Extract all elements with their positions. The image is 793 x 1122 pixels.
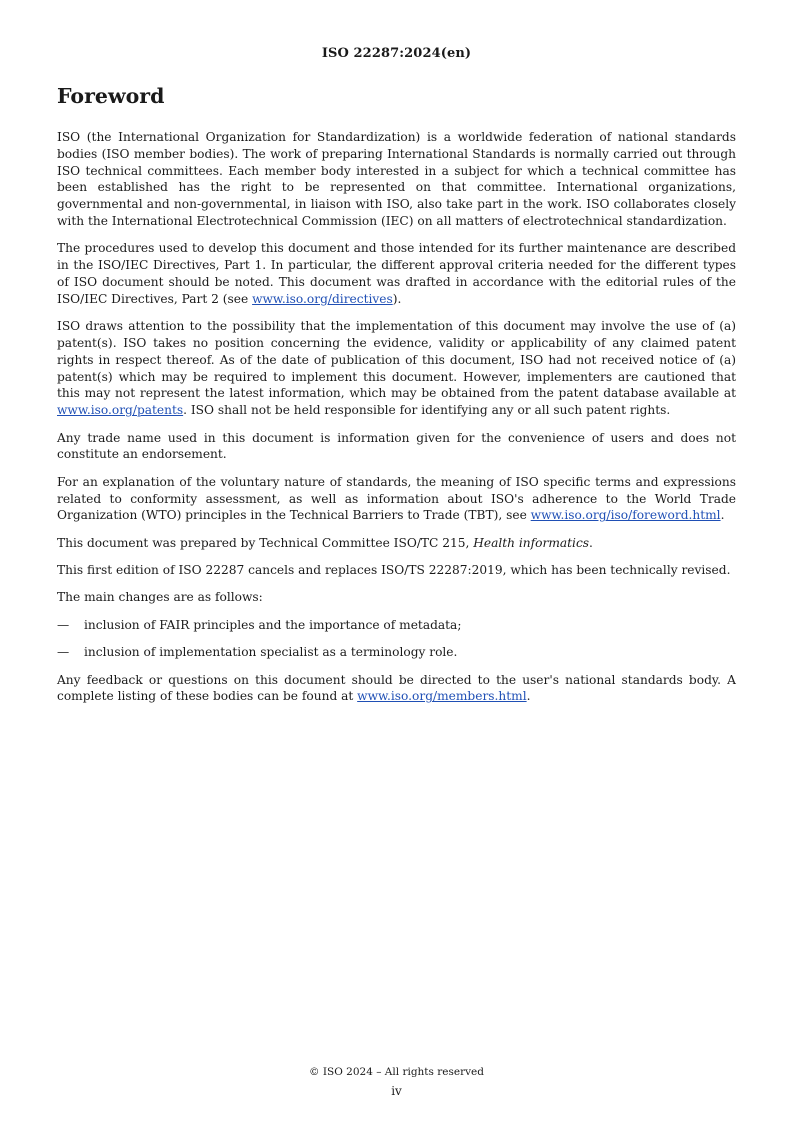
paragraph-committee-end: . — [589, 535, 593, 550]
paragraph-voluntary-nature — [57, 474, 736, 524]
paragraph-voluntary-text: For an explanation of the voluntary nature of standards, the meaning of ISO specific terms and expressions related to conformity assessment, as well as information about ISO's adherence to the World Trade Organization (WTO) principles in the Technical Barriers to Trade (TBT), see — [57, 474, 736, 523]
paragraph-voluntary-end: . — [720, 508, 725, 523]
paragraph-feedback — [57, 672, 736, 706]
page-title: Foreword — [57, 84, 165, 108]
list-item-text: inclusion of FAIR principles and the importance of metadata; — [84, 617, 462, 632]
dash-bullet: — — [57, 617, 70, 632]
list-item — [57, 644, 736, 661]
paragraph-committee-text: This document was prepared by Technical Committee ISO/TC 215, — [57, 535, 474, 550]
patents-link[interactable]: www.iso.org/patents — [57, 403, 184, 418]
foreword-link[interactable]: www.iso.org/iso/foreword.html — [530, 508, 721, 523]
members-link[interactable]: www.iso.org/members.html — [357, 689, 527, 704]
paragraph-iso-intro: ISO (the International Organization for Standardization) is a worldwide federation of national standards bodies (ISO member bodies). The work of preparing International Standards is normally carried out through ISO technical committees. Each member body interested in a subject for which a technical committee has been established has the right to be represented on that committee. International organizations, governmental and non-governmental, in liaison with ISO, also take part in the work. ISO collaborates closely with the International Electrotechnical Commission (IEC) on all matters of electrotechnical standardization. — [57, 130, 736, 228]
copyright-notice: © ISO 2024 – All rights reserved — [309, 1066, 484, 1078]
paragraph-trade-name: Any trade name used in this document is information given for the convenience of users and does not constitute an endorsement. — [57, 430, 736, 462]
directives-link[interactable]: www.iso.org/directives — [252, 291, 393, 306]
paragraph-patents-text: ISO draws attention to the possibility that the implementation of this document may involve the use of (a) patent(s). ISO takes no position concerning the evidence, validity or applicability of any claimed patent rights in respect thereof. As of the date of publication of this document, ISO had not received notice of (a) patent(s) which may be required to implement this document. However, implementers are cautioned that this may not represent the latest information, which may be obtained from the patent database available at — [57, 319, 736, 401]
foreword-body — [57, 129, 736, 716]
page-number: iv — [391, 1084, 402, 1098]
paragraph-edition: This first edition of ISO 22287 cancels and replaces ISO/TS 22287:2019, which has been technically revised. — [57, 563, 731, 578]
dash-bullet: — — [57, 645, 70, 660]
document-id-header: ISO 22287:2024(en) — [321, 46, 472, 61]
paragraph-committee — [57, 535, 736, 552]
paragraph-patents — [57, 318, 736, 419]
paragraph-feedback-text: Any feedback or questions on this document should be directed to the user's national standards body. A complete listing of these bodies can be found at — [57, 672, 736, 704]
paragraph-procedures-end: ). — [392, 291, 402, 306]
list-item — [57, 617, 736, 634]
paragraph-procedures — [57, 240, 736, 307]
paragraph-patents-end: . ISO shall not be held responsible for identifying any or all such patent rights. — [183, 403, 671, 418]
paragraph-procedures-text: The procedures used to develop this document and those intended for its further maintenance are described in the ISO/IEC Directives, Part 1. In particular, the different approval criteria needed for the different types of ISO document should be noted. This document was drafted in accordance with the editorial rules of the ISO/IEC Directives, Part 2 (see — [57, 241, 736, 306]
committee-name: Health informatics — [473, 535, 590, 550]
list-item-text: inclusion of implementation specialist as a terminology role. — [84, 645, 458, 660]
paragraph-changes-intro: The main changes are as follows: — [57, 590, 263, 605]
paragraph-feedback-end: . — [526, 689, 531, 704]
